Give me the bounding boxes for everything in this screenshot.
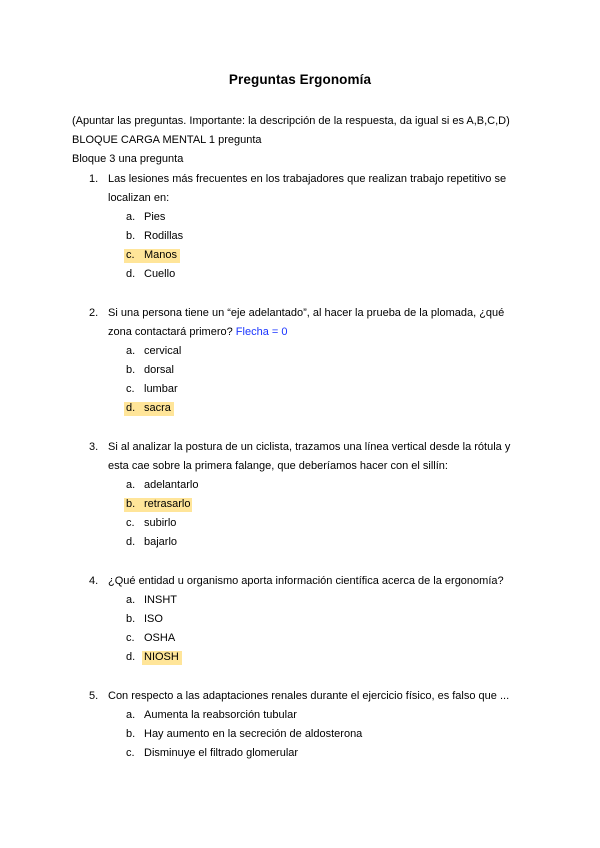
question-number: 1. bbox=[89, 173, 99, 185]
option-text: subirlo bbox=[144, 517, 177, 529]
option-letter: c. bbox=[126, 747, 135, 759]
option-text-correct: sacra bbox=[144, 402, 171, 414]
option-letter: c. bbox=[126, 249, 135, 261]
option-text: Aumenta la reabsorción tubular bbox=[144, 709, 297, 721]
option-text: bajarlo bbox=[144, 536, 178, 548]
option-letter: a. bbox=[126, 211, 136, 223]
option-letter: b. bbox=[126, 230, 136, 242]
question-number: 3. bbox=[89, 441, 99, 453]
intro-instruction: (Apuntar las preguntas. Importante: la descripción de la respuesta, da igual si es A,B,C,D) bbox=[72, 115, 510, 127]
option-letter: c. bbox=[126, 517, 135, 529]
question-text-line: Las lesiones más frecuentes en los trabajadores que realizan trabajo repetitivo se bbox=[108, 173, 507, 185]
option-letter: b. bbox=[126, 364, 136, 376]
option-letter: d. bbox=[126, 536, 136, 548]
page-title: Preguntas Ergonomía bbox=[228, 72, 372, 87]
option-text-correct: Manos bbox=[144, 249, 178, 261]
question-text-line: Si al analizar la postura de un ciclista, trazamos una línea vertical desde la rótula y bbox=[108, 441, 511, 453]
option-letter: c. bbox=[126, 383, 135, 395]
intro-block-mental-load: BLOQUE CARGA MENTAL 1 pregunta bbox=[72, 134, 262, 146]
option-letter: a. bbox=[126, 479, 136, 491]
option-text: cervical bbox=[144, 345, 182, 357]
option-letter: d. bbox=[126, 268, 136, 280]
option-text: lumbar bbox=[144, 383, 178, 395]
question-text-line: Con respecto a las adaptaciones renales durante el ejercicio físico, es falso que ... bbox=[108, 690, 510, 702]
option-letter: d. bbox=[126, 402, 136, 414]
answer-note: Flecha = 0 bbox=[235, 326, 288, 338]
option-letter: a. bbox=[126, 709, 136, 721]
option-text: Rodillas bbox=[144, 230, 184, 242]
option-letter: a. bbox=[126, 594, 136, 606]
option-text: INSHT bbox=[144, 594, 177, 606]
option-text-correct: retrasarlo bbox=[144, 498, 191, 510]
question-text-line: esta cae sobre la primera falange, que deberíamos hacer con el sillín: bbox=[108, 460, 448, 472]
option-letter: b. bbox=[126, 728, 136, 740]
option-text: OSHA bbox=[144, 632, 176, 644]
option-text: Cuello bbox=[144, 268, 176, 280]
intro-block-3: Bloque 3 una pregunta bbox=[72, 153, 184, 165]
option-letter: d. bbox=[126, 651, 136, 663]
question-text-fragment: zona contactará primero? bbox=[108, 326, 236, 338]
option-text: adelantarlo bbox=[144, 479, 199, 491]
option-letter: b. bbox=[126, 613, 136, 625]
option-text: dorsal bbox=[144, 364, 174, 376]
option-letter: b. bbox=[126, 498, 136, 510]
question-text-line: Si una persona tiene un “eje adelantado”, al hacer la prueba de la plomada, ¿qué bbox=[108, 307, 505, 319]
option-text: Disminuye el filtrado glomerular bbox=[144, 747, 299, 759]
question-number: 2. bbox=[89, 307, 99, 319]
option-letter: c. bbox=[126, 632, 135, 644]
question-text-line: ¿Qué entidad u organismo aporta información científica acerca de la ergonomía? bbox=[108, 575, 504, 587]
option-text: Hay aumento en la secreción de aldosterona bbox=[144, 728, 363, 740]
option-letter: a. bbox=[126, 345, 136, 357]
question-text-line: localizan en: bbox=[108, 192, 170, 204]
option-text: ISO bbox=[144, 613, 163, 625]
question-number: 5. bbox=[89, 690, 99, 702]
question-number: 4. bbox=[89, 575, 99, 587]
option-text: Pies bbox=[144, 211, 166, 223]
option-text-correct: NIOSH bbox=[144, 651, 179, 663]
question-text-line bbox=[108, 326, 287, 338]
